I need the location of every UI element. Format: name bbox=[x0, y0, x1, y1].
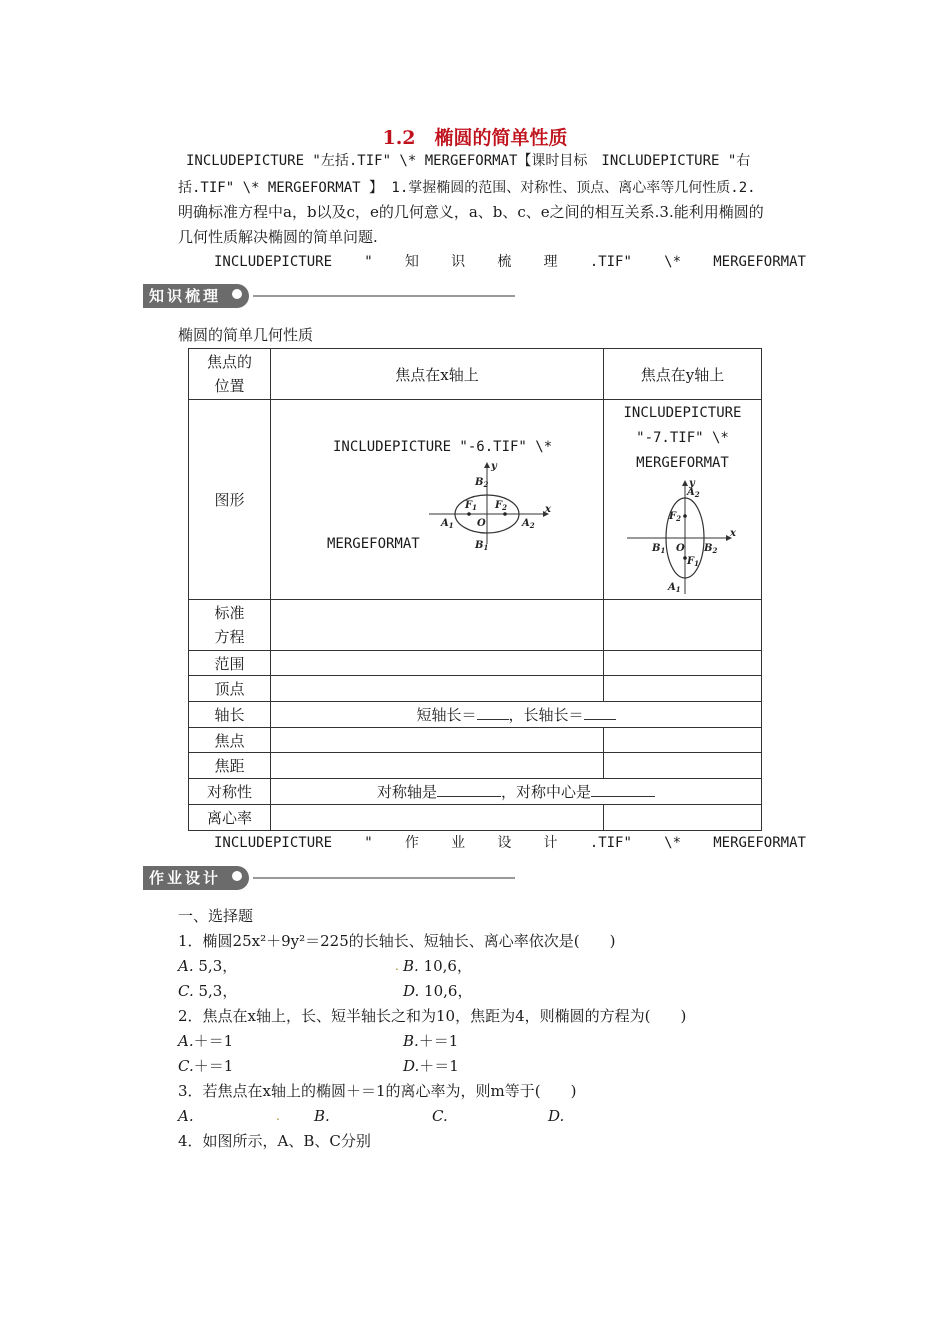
label-origin: O bbox=[676, 543, 685, 554]
option-3c: C. bbox=[432, 1107, 448, 1125]
divider bbox=[253, 295, 515, 297]
option-3a: A. bbox=[178, 1107, 194, 1125]
include-field-code-1: INCLUDEPICTURE " 知 识 梳 理 .TIF" \* MERGEFORMAT bbox=[214, 254, 806, 270]
row-label-axis: 轴长 bbox=[189, 702, 271, 728]
figure-cell-y bbox=[604, 400, 762, 600]
option-2c: C.＋＝1 bbox=[178, 1057, 234, 1075]
table-row-header bbox=[189, 349, 762, 400]
focus-point bbox=[503, 512, 507, 516]
answer-blank bbox=[591, 782, 655, 797]
answer-blank bbox=[437, 782, 501, 797]
empty-cell bbox=[271, 805, 604, 831]
symmetry-cell: 对称轴是 ，对称中心是 bbox=[271, 779, 762, 805]
label-b2: $B_2$ bbox=[704, 543, 718, 555]
field-code-6: INCLUDEPICTURE "-6.TIF" \* bbox=[333, 439, 553, 455]
row-label-equation: 标准 方程 bbox=[189, 600, 271, 651]
figure-cell-x bbox=[271, 400, 604, 600]
table-row-axis bbox=[189, 702, 762, 728]
header-x-axis: 焦点在x轴上 bbox=[271, 349, 604, 400]
label-origin: O bbox=[477, 518, 486, 529]
table-row-focal-distance bbox=[189, 753, 762, 779]
section-label: 知识梳理 bbox=[149, 287, 222, 305]
header-position: 焦点的 位置 bbox=[189, 349, 271, 400]
row-label-range: 范围 bbox=[189, 651, 271, 676]
stray-mark: . bbox=[276, 1109, 280, 1123]
table-row-equation bbox=[189, 600, 762, 651]
section-banner-knowledge bbox=[143, 284, 515, 308]
row-label-eccentricity: 离心率 bbox=[189, 805, 271, 831]
question-3: 3．若焦点在x轴上的椭圆＋＝1的离心率为，则m等于( ) bbox=[178, 1082, 577, 1100]
header-y-axis: 焦点在y轴上 bbox=[604, 349, 762, 400]
option-2a: A.＋＝1 bbox=[178, 1032, 234, 1050]
axis-label-x: x bbox=[545, 504, 551, 515]
label-a1: $A_1$ bbox=[441, 518, 454, 530]
table-row-figure bbox=[189, 400, 762, 600]
empty-cell bbox=[604, 728, 762, 753]
intro-line-2: 括.TIF" \* MERGEFORMAT 】 1.掌握椭圆的范围、对称性、顶点、离心率等几何性质.2. bbox=[178, 180, 756, 196]
row-label-focus: 焦点 bbox=[189, 728, 271, 753]
option-3d: D. bbox=[548, 1107, 565, 1125]
label-a1: $A_1$ bbox=[668, 582, 681, 594]
question-1: 1．椭圆25x²＋9y²＝225的长轴长、短轴长、离心率依次是( ) bbox=[178, 932, 616, 950]
axis-label-x: x bbox=[730, 528, 736, 539]
answer-blank bbox=[584, 705, 616, 720]
table-row-symmetry bbox=[189, 779, 762, 805]
field-code-7b: "-7.TIF" \* bbox=[636, 430, 729, 446]
option-1b: B. 10,6， bbox=[403, 957, 472, 975]
y-axis-arrow-icon bbox=[682, 480, 688, 486]
option-1d: D. 10,6， bbox=[403, 982, 473, 1000]
field-code-merge: MERGEFORMAT bbox=[327, 536, 420, 552]
label-f1: $F_1$ bbox=[465, 500, 477, 512]
exercise-heading: 一、选择题 bbox=[178, 907, 254, 925]
axis-label-y: y bbox=[689, 478, 695, 489]
label-b2: $B_2$ bbox=[475, 477, 489, 489]
table-row-range bbox=[189, 651, 762, 676]
focus-point bbox=[467, 512, 471, 516]
label-f1: $F_1$ bbox=[687, 556, 699, 568]
answer-blank bbox=[477, 705, 509, 720]
intro-line-3: 明确标准方程中a，b以及c，e的几何意义，a、b、c、e之间的相互关系.3.能利用椭圆的 bbox=[178, 203, 764, 221]
empty-cell bbox=[271, 651, 604, 676]
row-label-figure: 图形 bbox=[189, 400, 271, 600]
empty-cell bbox=[604, 676, 762, 702]
label-b1: $B_1$ bbox=[475, 540, 489, 550]
empty-cell bbox=[271, 753, 604, 779]
table-caption: 椭圆的简单几何性质 bbox=[178, 326, 314, 344]
question-2: 2．焦点在x轴上，长、短半轴长之和为10，焦距为4，则椭圆的方程为( ) bbox=[178, 1007, 687, 1025]
empty-cell bbox=[271, 676, 604, 702]
divider bbox=[253, 877, 515, 879]
field-code-7a: INCLUDEPICTURE bbox=[623, 405, 742, 421]
option-3b: B. bbox=[314, 1107, 330, 1125]
empty-cell bbox=[271, 600, 604, 651]
label-b1: $B_1$ bbox=[652, 543, 666, 555]
empty-cell bbox=[604, 651, 762, 676]
axis-length-cell: 短轴长＝ ，长轴长＝ bbox=[271, 702, 762, 728]
empty-cell bbox=[271, 728, 604, 753]
field-code-merge: MERGEFORMAT bbox=[636, 455, 729, 471]
ellipse-properties-table bbox=[188, 348, 762, 831]
row-label-symmetry: 对称性 bbox=[189, 779, 271, 805]
option-1c: C. 5,3， bbox=[178, 982, 238, 1000]
page-title: 1.2 椭圆的简单性质 bbox=[382, 127, 568, 149]
intro-line-1: INCLUDEPICTURE "左括.TIF" \* MERGEFORMAT【课时目标 INCLUDEPICTURE "右 bbox=[186, 153, 751, 169]
stray-mark: . bbox=[395, 959, 399, 973]
axis-label-y: y bbox=[491, 461, 497, 472]
include-field-code-2: INCLUDEPICTURE " 作 业 设 计 .TIF" \* MERGEFORMAT bbox=[214, 835, 806, 851]
table-row-eccentricity bbox=[189, 805, 762, 831]
label-f2: $F_2$ bbox=[495, 500, 507, 512]
option-2d: D.＋＝1 bbox=[403, 1057, 459, 1075]
row-label-vertex: 顶点 bbox=[189, 676, 271, 702]
ellipse-x-figure bbox=[421, 460, 551, 550]
option-1a: A. 5,3， bbox=[178, 957, 238, 975]
question-4: 4．如图所示，A、B、C分别 bbox=[178, 1132, 371, 1150]
section-label: 作业设计 bbox=[149, 869, 222, 887]
empty-cell bbox=[604, 753, 762, 779]
label-f2: $F_2$ bbox=[669, 511, 681, 523]
section-banner-homework bbox=[143, 866, 515, 890]
row-label-focal-distance: 焦距 bbox=[189, 753, 271, 779]
y-axis-arrow-icon bbox=[484, 462, 490, 468]
table-row-focus bbox=[189, 728, 762, 753]
option-2b: B.＋＝1 bbox=[403, 1032, 459, 1050]
intro-line-4: 几何性质解决椭圆的简单问题. bbox=[178, 228, 378, 246]
focus-point bbox=[683, 514, 687, 518]
bullet-dot-icon bbox=[232, 871, 242, 881]
label-a2: $A_2$ bbox=[687, 487, 700, 499]
empty-cell bbox=[604, 805, 762, 831]
ellipse-y-figure bbox=[624, 476, 744, 596]
table-row-vertex bbox=[189, 676, 762, 702]
label-a2: $A_2$ bbox=[522, 518, 535, 530]
empty-cell bbox=[604, 600, 762, 651]
bullet-dot-icon bbox=[232, 289, 242, 299]
